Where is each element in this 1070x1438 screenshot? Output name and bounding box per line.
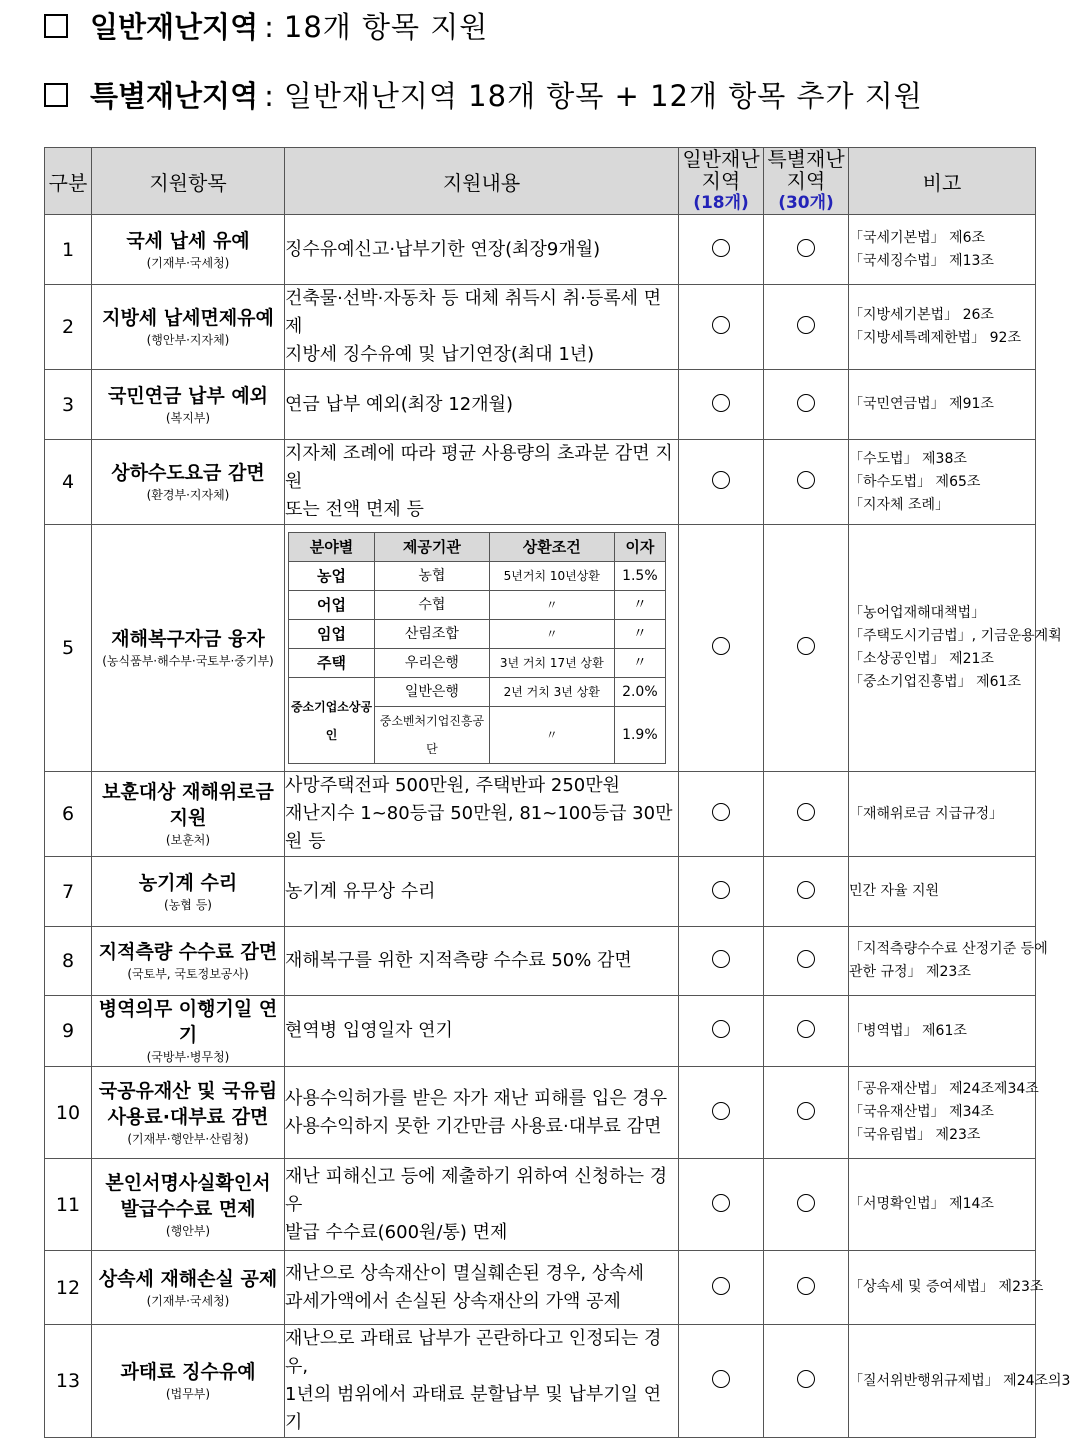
header-special-label: 특별재난지역 xyxy=(767,147,845,193)
support-item xyxy=(92,525,285,772)
note-line: 「소상공인법」 제21조 xyxy=(849,651,994,667)
item-ministry: (환경부·지자체) xyxy=(146,488,230,502)
note-line: 「중소기업진흥법」 제61조 xyxy=(849,674,1021,690)
circle-mark-icon xyxy=(797,1020,815,1038)
loan-row xyxy=(289,678,666,707)
content-line: 건축물·선박·자동차 등 대체 취득시 취·등록세 면제 xyxy=(285,288,662,337)
item-title: 사용료·대부료 감면 xyxy=(107,1105,269,1128)
table-row xyxy=(45,1325,1036,1438)
special-mark xyxy=(764,996,849,1067)
loan-row xyxy=(289,591,666,620)
table-row xyxy=(45,440,1036,525)
header-gubun: 구분 xyxy=(45,148,92,215)
support-item xyxy=(92,1251,285,1325)
header-general-count: (18개) xyxy=(693,193,749,213)
loan-org: 수협 xyxy=(375,591,490,620)
support-item xyxy=(92,927,285,996)
loan-condition: 5년거치 10년상환 xyxy=(489,562,614,591)
loan-rate: 1.9% xyxy=(614,707,665,764)
table-row xyxy=(45,996,1036,1067)
table-header-row xyxy=(45,148,1036,215)
table-row xyxy=(45,857,1036,927)
content-line: 사망주택전파 500만원, 주택반파 250만원 xyxy=(285,775,621,796)
item-title: 지방세 납세면제유예 xyxy=(102,307,274,329)
circle-mark-icon xyxy=(797,316,815,334)
item-ministry: (기재부·행안부·산림청) xyxy=(127,1131,249,1146)
circle-mark-icon xyxy=(712,950,730,968)
support-item xyxy=(92,857,285,927)
note-line: 「농어업재해대책법」 xyxy=(849,605,986,621)
loan-condition: 〃 xyxy=(489,707,614,764)
item-title: 지적측량 수수료 감면 xyxy=(98,941,278,963)
note-line: 「수도법」 제38조 xyxy=(849,450,967,467)
general-mark xyxy=(679,285,764,370)
circle-mark-icon xyxy=(712,1277,730,1295)
circle-mark-icon xyxy=(797,950,815,968)
row-number: 12 xyxy=(45,1251,92,1325)
loan-header-row xyxy=(289,533,666,562)
row-number: 8 xyxy=(45,927,92,996)
legal-basis xyxy=(849,772,1036,857)
circle-mark-icon xyxy=(797,394,815,412)
checkbox-square-icon xyxy=(44,14,68,38)
row-number: 4 xyxy=(45,440,92,525)
note-line: 관한 규정」 제23조 xyxy=(849,964,971,980)
legal-basis xyxy=(849,996,1036,1067)
general-mark xyxy=(679,370,764,440)
support-content xyxy=(285,525,679,772)
legal-basis xyxy=(849,440,1036,525)
note-line: 민간 자율 지원 xyxy=(849,883,940,899)
note-line: 「국세기본법」 제6조 xyxy=(849,229,986,246)
general-mark xyxy=(679,857,764,927)
content-line: 사용수익하지 못한 기간만큼 사용료·대부료 감면 xyxy=(285,1115,662,1137)
loan-header: 상환조건 xyxy=(489,533,614,562)
support-content xyxy=(285,1159,679,1251)
header-special xyxy=(764,148,849,215)
legal-basis xyxy=(849,1159,1036,1251)
note-line: 「질서위반행위규제법」 제24조의3 xyxy=(849,1372,1070,1389)
support-content xyxy=(285,370,679,440)
special-mark xyxy=(764,285,849,370)
circle-mark-icon xyxy=(712,394,730,412)
note-line: 「주택도시기금법」, 기금운용계획 xyxy=(849,628,1062,644)
note-line: 「공유재산법」 제24조제34조 xyxy=(849,1081,1039,1097)
circle-mark-icon xyxy=(712,637,730,655)
note-line: 「지방세기본법」 26조 xyxy=(849,307,994,323)
support-content xyxy=(285,927,679,996)
note-line: 「국유재산법」 제34조 xyxy=(849,1104,994,1120)
legal-basis xyxy=(849,1251,1044,1325)
special-mark xyxy=(764,370,849,440)
content-line: 재난 피해신고 등에 제출하기 위하여 신청하는 경우 xyxy=(285,1165,668,1215)
support-item xyxy=(92,440,285,525)
note-line: 「국민연금법」 제91조 xyxy=(849,396,994,412)
row-number: 1 xyxy=(45,215,92,285)
table-row xyxy=(45,1159,1036,1251)
circle-mark-icon xyxy=(797,1277,815,1295)
circle-mark-icon xyxy=(797,1102,815,1120)
row-number: 7 xyxy=(45,857,92,927)
table-row xyxy=(45,1251,1036,1325)
general-mark xyxy=(679,927,764,996)
row-number: 2 xyxy=(45,285,92,370)
loan-field: 임업 xyxy=(289,620,375,649)
support-content xyxy=(285,285,679,370)
circle-mark-icon xyxy=(797,1370,815,1388)
loan-condition: 2년 거치 3년 상환 xyxy=(489,678,614,707)
header-general-label: 일반재난지역 xyxy=(682,147,760,193)
note-line: 「지적측량수수료 산정기준 등에 xyxy=(849,941,1048,957)
checkbox-square-icon xyxy=(44,83,68,107)
circle-mark-icon xyxy=(712,316,730,334)
circle-mark-icon xyxy=(797,239,815,257)
table-row xyxy=(45,927,1036,996)
support-content xyxy=(285,1325,679,1438)
loan-org: 일반은행 xyxy=(375,678,490,707)
circle-mark-icon xyxy=(797,471,815,489)
special-mark xyxy=(764,772,849,857)
note-line: 「지방세특례제한법」 92조 xyxy=(849,330,1021,346)
general-mark xyxy=(679,1067,764,1159)
header-special-count: (30개) xyxy=(778,193,834,213)
support-item xyxy=(92,1325,285,1438)
item-title: 농기계 수리 xyxy=(138,871,238,894)
content-line: 지방세 징수유예 및 납기연장(최대 1년) xyxy=(285,344,595,365)
heading-desc: 18개 항목 지원 xyxy=(283,10,489,44)
general-mark xyxy=(679,525,764,772)
heading-colon: : xyxy=(264,79,274,113)
loan-rate: 〃 xyxy=(614,620,665,649)
loan-header: 제공기관 xyxy=(375,533,490,562)
support-item xyxy=(92,1159,285,1251)
item-title: 국세 납세 유예 xyxy=(126,229,250,252)
support-content xyxy=(285,996,679,1067)
support-item xyxy=(92,772,285,857)
row-number: 6 xyxy=(45,772,92,857)
content-line: 사용수익허가를 받은 자가 재난 피해를 입은 경우 xyxy=(285,1087,668,1109)
support-item xyxy=(92,1067,285,1159)
circle-mark-icon xyxy=(712,1102,730,1120)
special-mark xyxy=(764,1251,849,1325)
content-line: 또는 전액 면제 등 xyxy=(285,499,424,520)
heading-general xyxy=(44,5,488,46)
item-title: 병역의무 이행기일 연기 xyxy=(98,998,278,1046)
item-ministry: (기재부·국세청) xyxy=(146,1293,230,1308)
heading-title: 일반재난지역 xyxy=(90,10,259,44)
loan-header: 이자 xyxy=(614,533,665,562)
circle-mark-icon xyxy=(797,637,815,655)
loan-row xyxy=(289,620,666,649)
circle-mark-icon xyxy=(797,1194,815,1212)
circle-mark-icon xyxy=(712,1194,730,1212)
loan-rate: 〃 xyxy=(614,591,665,620)
special-mark xyxy=(764,1325,849,1438)
support-table xyxy=(44,147,1070,1438)
note-line: 「재해위로금 지급규정」 xyxy=(849,805,1004,822)
loan-row xyxy=(289,562,666,591)
general-mark xyxy=(679,1325,764,1438)
support-content xyxy=(285,1067,679,1159)
header-note: 비고 xyxy=(849,148,1036,215)
legal-basis xyxy=(849,525,1062,772)
special-mark xyxy=(764,1159,849,1251)
loan-table xyxy=(288,532,666,764)
general-mark xyxy=(679,440,764,525)
general-mark xyxy=(679,215,764,285)
item-ministry: (농식품부·해수부·국토부·중기부) xyxy=(102,654,274,668)
general-mark xyxy=(679,1251,764,1325)
loan-row xyxy=(289,649,666,678)
content-line: 연금 납부 예외(최장 12개월) xyxy=(285,393,513,415)
note-line: 「상속세 및 증여세법」 제23조 xyxy=(849,1279,1044,1295)
circle-mark-icon xyxy=(712,239,730,257)
loan-condition: 3년 거치 17년 상환 xyxy=(489,649,614,678)
row-number: 9 xyxy=(45,996,92,1067)
item-ministry: (농협 등) xyxy=(164,897,212,912)
item-ministry: (행안부) xyxy=(165,1223,211,1238)
item-title: 과태료 징수유예 xyxy=(120,1361,256,1383)
legal-basis xyxy=(849,927,1048,996)
support-content xyxy=(285,215,679,285)
content-line: 재난으로 상속재산이 멸실훼손된 경우, 상속세 xyxy=(285,1262,644,1284)
table-row xyxy=(45,215,1036,285)
circle-mark-icon xyxy=(712,471,730,489)
heading-desc: 일반재난지역 18개 항목 + 12개 항목 추가 지원 xyxy=(283,79,923,113)
content-line: 1년의 범위에서 과태료 분할납부 및 납부기일 연기 xyxy=(285,1384,662,1433)
legal-basis xyxy=(849,285,1036,370)
loan-org: 중소벤처기업진흥공단 xyxy=(375,707,490,764)
table-row xyxy=(45,1067,1036,1159)
content-line: 발급 수수료(600원/통) 면제 xyxy=(285,1221,508,1243)
content-line: 지자체 조례에 따라 평균 사용량의 초과분 감면 지원 xyxy=(285,443,673,492)
loan-condition: 〃 xyxy=(489,591,614,620)
support-item xyxy=(92,285,285,370)
content-line: 재난으로 과태료 납부가 곤란하다고 인정되는 경우, xyxy=(285,1328,662,1377)
circle-mark-icon xyxy=(712,1020,730,1038)
row-number: 3 xyxy=(45,370,92,440)
circle-mark-icon xyxy=(712,803,730,821)
content-line: 농기계 유무상 수리 xyxy=(285,880,436,902)
legal-basis xyxy=(849,857,1036,927)
loan-field: 중소기업소상공인 xyxy=(289,678,375,764)
circle-mark-icon xyxy=(712,881,730,899)
item-title: 보훈대상 재해위로금 지원 xyxy=(102,781,274,829)
loan-field: 주택 xyxy=(289,649,375,678)
item-ministry: (복지부) xyxy=(165,410,211,425)
loan-rate: 2.0% xyxy=(614,678,665,707)
note-line: 「병역법」 제61조 xyxy=(849,1022,967,1039)
item-title: 상하수도요금 감면 xyxy=(111,462,265,484)
general-mark xyxy=(679,996,764,1067)
content-line: 과세가액에서 손실된 상속재산의 가액 공제 xyxy=(285,1290,621,1312)
item-ministry: (법무부) xyxy=(165,1387,211,1401)
item-ministry: (기재부·국세청) xyxy=(146,255,230,270)
item-title: 국공유재산 및 국유림 xyxy=(98,1079,278,1102)
support-content xyxy=(285,440,679,525)
content-line: 재해복구를 위한 지적측량 수수료 50% 감면 xyxy=(285,950,632,971)
heading-title: 특별재난지역 xyxy=(90,79,259,113)
item-ministry: (행안부·지자체) xyxy=(146,333,230,347)
support-item xyxy=(92,215,285,285)
legal-basis xyxy=(849,370,1036,440)
special-mark xyxy=(764,1067,849,1159)
support-content xyxy=(285,857,679,927)
note-line: 「지자체 조례」 xyxy=(849,496,950,513)
support-content xyxy=(285,772,679,857)
special-mark xyxy=(764,440,849,525)
support-item xyxy=(92,996,285,1067)
note-line: 「하수도법」 제65조 xyxy=(849,473,981,490)
circle-mark-icon xyxy=(712,1370,730,1388)
support-content xyxy=(285,1251,679,1325)
loan-org: 농협 xyxy=(375,562,490,591)
row-number: 13 xyxy=(45,1325,92,1438)
header-item: 지원항목 xyxy=(92,148,285,215)
circle-mark-icon xyxy=(797,803,815,821)
special-mark xyxy=(764,525,849,772)
circle-mark-icon xyxy=(797,881,815,899)
loan-condition: 〃 xyxy=(489,620,614,649)
special-mark xyxy=(764,927,849,996)
content-line: 재난지수 1~80등급 50만원, 81~100등급 30만원 등 xyxy=(285,803,673,852)
item-title: 상속세 재해손실 공제 xyxy=(98,1267,278,1290)
heading-colon: : xyxy=(264,10,274,44)
loan-org: 우리은행 xyxy=(375,649,490,678)
loan-org: 산림조합 xyxy=(375,620,490,649)
item-title: 국민연금 납부 예외 xyxy=(107,384,269,407)
loan-field: 농업 xyxy=(289,562,375,591)
note-line: 「국세징수법」 제13조 xyxy=(849,252,994,269)
support-item xyxy=(92,370,285,440)
item-title: 본인서명사실확인서 xyxy=(105,1171,271,1194)
table-row xyxy=(45,370,1036,440)
heading-special xyxy=(44,74,923,115)
row-number: 10 xyxy=(45,1067,92,1159)
item-ministry: (보훈처) xyxy=(165,833,211,847)
item-ministry: (국방부·병무청) xyxy=(146,1050,230,1064)
general-mark xyxy=(679,1159,764,1251)
special-mark xyxy=(764,215,849,285)
content-line: 현역병 입영일자 연기 xyxy=(285,1020,453,1041)
legal-basis xyxy=(849,215,1036,285)
content-line: 징수유예신고·납부기한 연장(최장9개월) xyxy=(285,238,601,260)
row-number: 11 xyxy=(45,1159,92,1251)
table-row xyxy=(45,772,1036,857)
legal-basis xyxy=(849,1067,1039,1159)
loan-rate: 〃 xyxy=(614,649,665,678)
note-line: 「국유림법」 제23조 xyxy=(849,1127,981,1143)
item-title: 발급수수료 면제 xyxy=(120,1197,256,1220)
note-line: 「서명확인법」 제14조 xyxy=(849,1196,994,1212)
table-row xyxy=(45,285,1036,370)
general-mark xyxy=(679,772,764,857)
loan-rate: 1.5% xyxy=(614,562,665,591)
special-mark xyxy=(764,857,849,927)
item-ministry: (국토부, 국토정보공사) xyxy=(127,967,249,981)
row-number: 5 xyxy=(45,525,92,772)
legal-basis xyxy=(849,1325,1070,1438)
table-row xyxy=(45,525,1036,772)
item-title: 재해복구자금 융자 xyxy=(111,628,265,650)
loan-field: 어업 xyxy=(289,591,375,620)
loan-header: 분야별 xyxy=(289,533,375,562)
header-general xyxy=(679,148,764,215)
header-content: 지원내용 xyxy=(285,148,679,215)
